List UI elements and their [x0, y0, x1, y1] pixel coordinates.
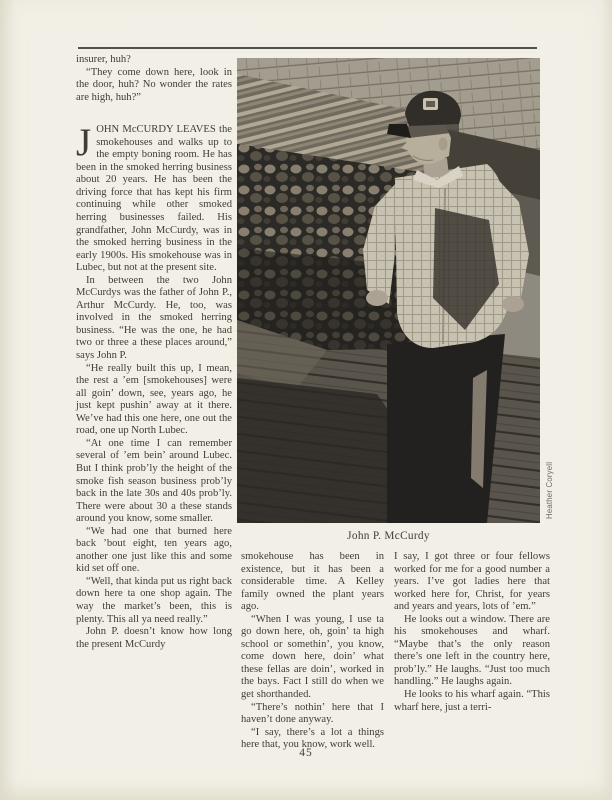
paragraph-dropcap: [76, 121, 232, 275]
ear: [439, 138, 448, 151]
paragraph: John P. doesn’t know how long the present McCurdy: [76, 626, 232, 650]
paragraph: “At one time I can remember several of ’em bein’ around Lubec. But I think prob’ly the height of the smoke fish season business prob’ly back in the late 30s and 40s prob’ly. There were about 30 a these stands around you know, some smaller.: [76, 437, 232, 525]
paragraph: He looks to his wharf again. “This wharf here, just a terri-: [394, 689, 550, 713]
paragraph: “Well, that kinda put us right back down here ta one shop again. The way the market’s been, this is plenty. This all ya need really.”: [76, 575, 232, 625]
page-number: 45: [299, 747, 313, 759]
paragraph: “There’s nothin’ here that I haven’t done anyway.: [241, 701, 384, 726]
legs-shadow: [387, 334, 505, 523]
paragraph-fragment: insurer, huh?: [76, 54, 131, 65]
paragraph: “When I was young, I use ta go down here, oh, goin’ ta high school or somethin’, you know, come down here, doin’ what these fellas are doin’, worked in the bays. Fact I still do when we get shorthanded.: [241, 613, 384, 701]
paragraph: He looks out a window. There are his smokehouses and wharf. “Maybe that’s the only reason there’s one left in the country here, prob’ly.” He laughs. “Just too much handling.” He laughs again.: [394, 613, 550, 688]
paragraph: In between the two John McCurdys was the father of John P., Arthur McCurdy. He, too, was involved in the smoked herring business. “He was the one, he had two or three a these places around,” says John P.: [76, 274, 232, 362]
left-column: [76, 54, 232, 651]
paragraph: I say, I got three or four fellows worked for me for a good number a years. I’ve got ladies here that worked here for, Christ, for years and years and years, lots of ’em.”: [394, 551, 550, 613]
paragraph: “I say, there’s a lot a things here that, you know, work well.: [241, 726, 384, 751]
photo-john-mccurdy: [237, 58, 540, 523]
paragraph: “He really built this up, I mean, the rest a ’em [smokehouses] were all goin’ down, see, years ago, he just kept pushin’ away at it there. We’ve had this one here, one out the road, one up North Lubec.: [76, 362, 232, 437]
hand: [366, 290, 388, 306]
dropcap-letter: J: [76, 121, 92, 165]
hand: [502, 296, 524, 312]
middle-column: [241, 551, 384, 752]
photo-credit: Heather Coryell: [545, 461, 554, 519]
photo-caption: John P. McCurdy: [347, 530, 430, 542]
paragraph: “They come down here, look in the door, huh? No wonder the rates are high, huh?”: [76, 66, 232, 103]
top-rule: [78, 47, 537, 49]
right-column: [394, 551, 550, 714]
paragraph-text: OHN McCURDY LEAVES the smokehouses and walks up to the empty boning room. He has been in the smoked herring business about 20 years. He has been the driving force that has kept his firm continuing while other smoked herring businesses failed. His grandfather, John McCurdy, was in the smoked herring business in the early 1900s. His smokehouse was in Lubec, but not at the present site.: [76, 124, 232, 274]
paragraph: smokehouse has been in existence, but it has been a considerable time. A Kelley family owned the plant years ago.: [241, 551, 384, 613]
cap-logo-icon: [426, 101, 435, 107]
paragraph: “We had one that burned here back ’bout eight, ten years ago, another one just like this and some kid set off one.: [76, 525, 232, 575]
